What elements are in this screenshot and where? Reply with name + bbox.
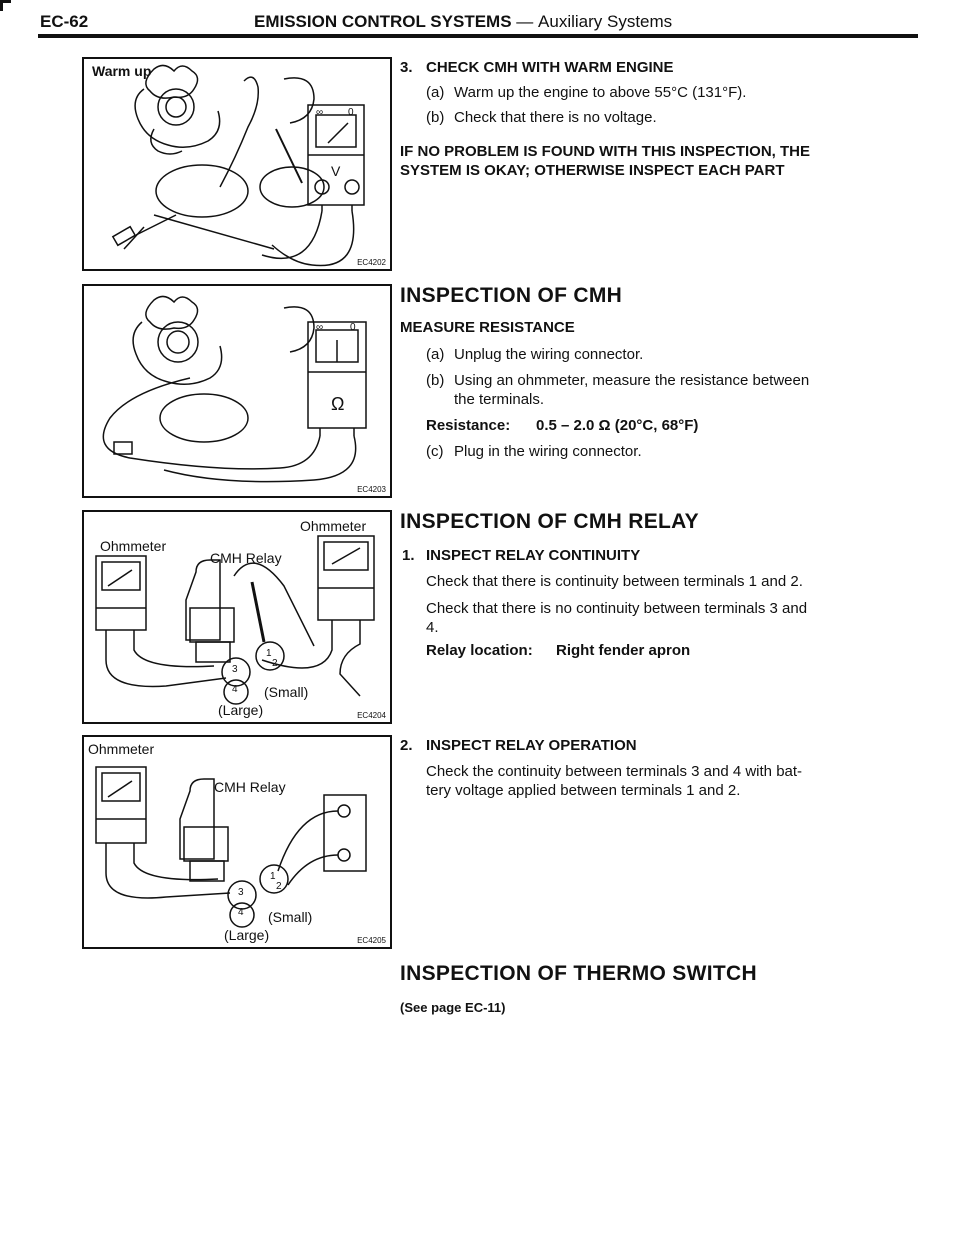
- relay-step1-para2-line2: 4.: [426, 619, 439, 636]
- thermo-page-reference: (See page EC-11): [400, 1000, 506, 1015]
- relay-step2-title: INSPECT RELAY OPERATION: [426, 737, 637, 754]
- figure-code: EC4204: [357, 711, 386, 720]
- figure-relay-continuity: [82, 510, 392, 724]
- cmh-subheading: MEASURE RESISTANCE: [400, 319, 575, 336]
- cmh-heading: INSPECTION OF CMH: [400, 284, 623, 307]
- meter-inf-label: ∞: [316, 322, 324, 333]
- terminal-4-label: 4: [232, 684, 238, 695]
- warm-up-label: Warm up: [92, 63, 152, 79]
- small-terminal-label: (Small): [264, 684, 309, 700]
- terminal-2-label: 2: [272, 658, 278, 669]
- ohmmeter-label: Ohmmeter: [88, 741, 155, 757]
- page-code: EC-62: [40, 12, 89, 31]
- step3-note-line1: IF NO PROBLEM IS FOUND WITH THIS INSPECTION, THE: [400, 143, 811, 160]
- cmh-a-label: (a): [426, 346, 445, 363]
- resistance-label: Resistance:: [426, 417, 511, 434]
- relay-step2-line1: Check the continuity between terminals 3 and 4 with bat-: [426, 763, 803, 780]
- cmh-b-line2: the terminals.: [454, 391, 545, 408]
- step3-title: CHECK CMH WITH WARM ENGINE: [426, 59, 674, 76]
- figure-relay-operation: [82, 735, 392, 949]
- section-subtitle: Auxiliary Systems: [538, 12, 673, 31]
- header-rule: [38, 34, 918, 38]
- step3-a-text: Warm up the engine to above 55°C (131°F).: [454, 84, 747, 101]
- figure-code: EC4205: [357, 936, 386, 945]
- terminal-4-label: 4: [238, 907, 244, 918]
- relay-step2-line2: tery voltage applied between terminals 1 and 2.: [426, 782, 741, 799]
- relay-heading: INSPECTION OF CMH RELAY: [400, 510, 699, 533]
- ohm-symbol-label: Ω: [331, 394, 345, 414]
- relay-step1-title: INSPECT RELAY CONTINUITY: [426, 547, 641, 564]
- cmh-relay-label: CMH Relay: [214, 779, 286, 795]
- step3-a-label: (a): [426, 84, 445, 101]
- section-title-main: EMISSION CONTROL SYSTEMS: [254, 12, 512, 31]
- voltmeter-v-label: V: [331, 163, 341, 179]
- section-title: [254, 12, 672, 32]
- relay-location-label: Relay location:: [426, 642, 533, 659]
- relay-step1-para1: Check that there is continuity between terminals 1 and 2.: [426, 573, 803, 590]
- meter-inf-label: ∞: [316, 107, 324, 118]
- terminal-3-label: 3: [238, 887, 244, 898]
- section-title-dash: —: [516, 12, 534, 31]
- figure-code: EC4203: [357, 485, 386, 494]
- relay-step1-para2-line1: Check that there is no continuity between terminals 3 and: [426, 600, 808, 617]
- figure-resistance: [82, 284, 392, 498]
- small-terminal-label: (Small): [268, 909, 313, 925]
- large-terminal-label: (Large): [218, 702, 264, 718]
- cmh-c-label: (c): [426, 443, 444, 460]
- ohmmeter-left-label: Ohmmeter: [100, 538, 167, 554]
- terminal-3-label: 3: [232, 664, 238, 675]
- terminal-1-label: 1: [270, 871, 276, 882]
- step3-b-text: Check that there is no voltage.: [454, 109, 657, 126]
- resistance-value: 0.5 – 2.0 Ω (20°C, 68°F): [536, 417, 699, 434]
- ohmmeter-right-label: Ohmmeter: [300, 518, 367, 534]
- large-terminal-label: (Large): [224, 927, 270, 943]
- figure-warm-voltage: [82, 57, 392, 271]
- step3-number: 3.: [400, 59, 413, 76]
- figure-code: EC4202: [357, 258, 386, 267]
- cmh-b-line1: Using an ohmmeter, measure the resistance between: [454, 372, 810, 389]
- figure-warm-voltage-drawing: [84, 59, 390, 269]
- thermo-heading: INSPECTION OF THERMO SWITCH: [400, 962, 757, 985]
- relay-step2-number: 2.: [400, 737, 413, 754]
- figure-relay-operation-drawing: [84, 737, 390, 947]
- meter-zero-label: 0: [350, 322, 356, 333]
- meter-zero-label: 0: [348, 107, 354, 118]
- figure-resistance-drawing: [84, 286, 390, 496]
- terminal-2-label: 2: [276, 881, 282, 892]
- step3-b-label: (b): [426, 109, 445, 126]
- step3-note-line2: SYSTEM IS OKAY; OTHERWISE INSPECT EACH PART: [400, 162, 785, 179]
- cmh-b-label: (b): [426, 372, 445, 389]
- terminal-1-label: 1: [266, 648, 272, 659]
- page-corner-mark: [0, 0, 11, 11]
- relay-step1-number: 1.: [402, 547, 415, 564]
- cmh-a-text: Unplug the wiring connector.: [454, 346, 644, 363]
- relay-location-value: Right fender apron: [556, 642, 691, 659]
- cmh-c-text: Plug in the wiring connector.: [454, 443, 642, 460]
- cmh-relay-label: CMH Relay: [210, 550, 282, 566]
